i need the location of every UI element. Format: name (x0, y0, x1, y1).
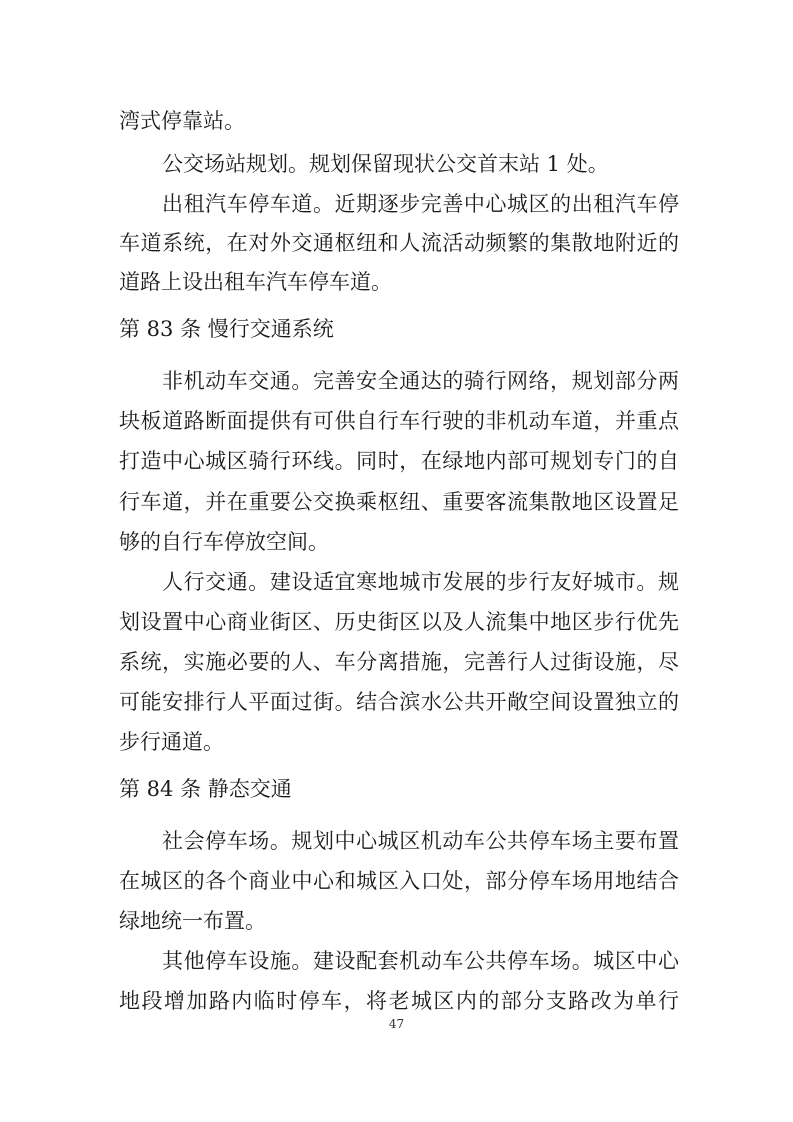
paragraph-line: 其他停车设施。建设配套机动车公共停车场。城区中心 (162, 949, 679, 973)
paragraph-line: 公交场站规划。规划保留现状公交首末站 1 处。 (162, 152, 609, 176)
paragraph-line: 打造中心城区骑行环线。同时，在绿地内部可规划专门的自 (119, 449, 679, 473)
paragraph-line: 非机动车交通。完善安全通达的骑行网络，规划部分两 (162, 369, 679, 393)
paragraph-line: 块板道路断面提供有可供自行车行驶的非机动车道，并重点 (119, 409, 679, 433)
section-heading: 第 84 条 静态交通 (119, 777, 292, 801)
paragraph-line: 出租汽车停车道。近期逐步完善中心城区的出租汽车停 (162, 192, 679, 216)
paragraph-line: 社会停车场。规划中心城区机动车公共停车场主要布置 (162, 829, 679, 853)
paragraph-line: 可能安排行人平面过街。结合滨水公共开敞空间设置独立的 (119, 690, 679, 714)
section-heading: 第 83 条 慢行交通系统 (119, 317, 334, 341)
paragraph-line: 道路上设出租车汽车停车道。 (119, 270, 392, 294)
paragraph-line: 行车道，并在重要公交换乘枢纽、重要客流集散地区设置足 (119, 490, 679, 514)
paragraph-line: 步行通道。 (119, 730, 224, 754)
paragraph-line: 够的自行车停放空间。 (119, 530, 329, 554)
paragraph-line: 划设置中心商业街区、历史街区以及人流集中地区步行优先 (119, 610, 679, 634)
paragraph-line: 系统，实施必要的人、车分离措施，完善行人过街设施，尽 (119, 650, 679, 674)
page-number: 47 (388, 1017, 405, 1031)
paragraph-line: 车道系统，在对外交通枢纽和人流活动频繁的集散地附近的 (119, 231, 679, 255)
paragraph-line: 绿地统一布置。 (119, 909, 266, 933)
paragraph-line: 地段增加路内临时停车，将老城区内的部分支路改为单行 (119, 989, 679, 1013)
paragraph-line: 人行交通。建设适宜寒地城市发展的步行友好城市。规 (162, 570, 679, 594)
paragraph-line: 湾式停靠站。 (119, 109, 245, 133)
paragraph-line: 在城区的各个商业中心和城区入口处，部分停车场用地结合 (119, 869, 679, 893)
